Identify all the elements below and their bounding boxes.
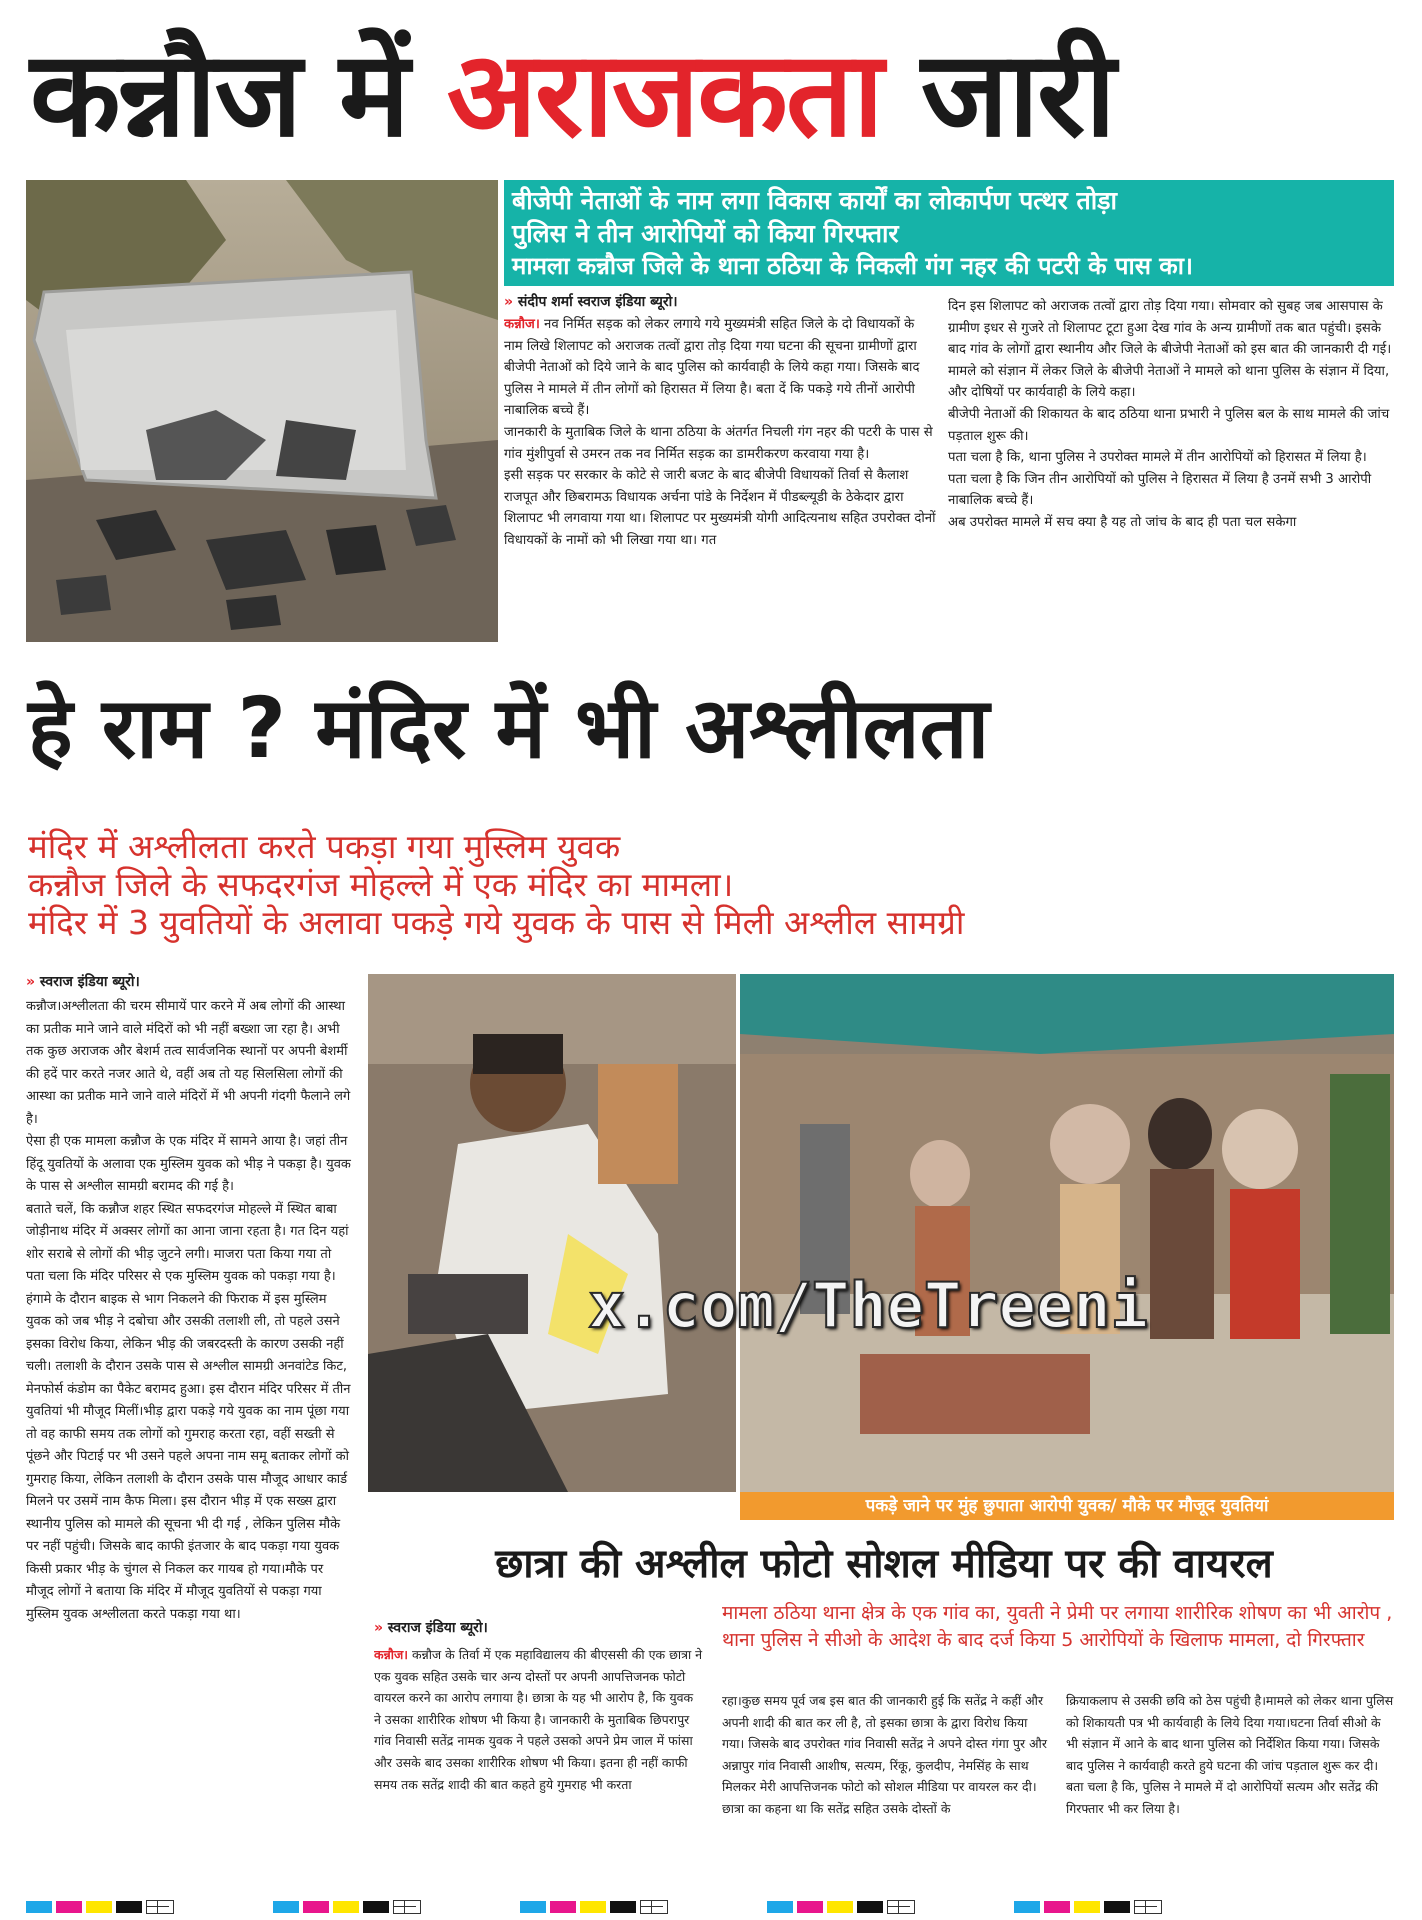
story-1-byline-text: संदीप शर्मा स्वराज इंडिया ब्यूरो। [517, 294, 678, 310]
story-1-col1-text-1: नव निर्मित सड़क को लेकर लगाये गये मुख्यमंत्री सहित जिले के दो विधायकों के नाम लिखे शिलापट को अराजक तत्वों द्वारा तोड़ दिया गया घटना की सूचना ग्रामीणों द्वारा बीजेपी नेताओं को दिये जाने के बाद पुलिस को कार्यवाही के लिये कहा गया। जिसके बाद पुलिस ने मामले में तीन लोगों को हिरासत में लिया है। बता दें कि पकड़े गये तीनों आरोपी नाबालिक बच्चे हैं। [504, 317, 920, 419]
magenta-swatch [56, 1901, 82, 1913]
story-3-col1-para [374, 1644, 704, 1795]
story-1-col2-para-4: पता चला है कि, थाना पुलिस ने उपरोक्त मामले में तीन आरोपियों को हिरासत में लिया है। [948, 450, 1367, 466]
magenta-swatch [550, 1901, 576, 1913]
story-3-byline [374, 1618, 704, 1637]
story-2-body-para-2: ऐसा ही एक मामला कन्नौज के एक मंदिर में सामने आया है। जहां तीन हिंदू युवतियों के अलावा एक मुस्लिम युवक को भीड़ ने पकड़ा है। युवक के पास से अश्लील सामग्री बरामद की गई है। [26, 1134, 351, 1194]
black-swatch [610, 1901, 636, 1913]
story-3-column-3 [1066, 1690, 1394, 1880]
story-1-col2-para-6: अब उपरोक्त मामले में सच क्या है यह तो जांच के बाद ही पता चल सकेगा [948, 514, 1297, 530]
story-2-body [26, 996, 352, 1888]
photo-women-at-temple [740, 974, 1394, 1492]
story-3-byline-text: स्वराज इंडिया ब्यूरो। [387, 1620, 488, 1636]
story-1-byline [504, 292, 934, 311]
registration-cross-icon [146, 1900, 174, 1914]
story-1-column-2 [948, 296, 1394, 644]
story-2-body-para-1: कन्नौज।अश्लीलता की चरम सीमायें पार करने में अब लोगों की आस्था का प्रतीक माने जाने वाले मंदिरों को भी नहीं बख्शा जा रहा है। अभी तक कुछ अराजक और बेशर्म तत्व सार्वजनिक स्थानों पर अपनी बेशर्मी की हदें पार करते नजर आते थे, वहीं अब तो यह सिलसिला लोगों की आस्था का प्रतीक माने जाने वाले मंदिरों में भी अपनी गंदगी फैलाने लगे है। [26, 999, 351, 1127]
black-swatch [363, 1901, 389, 1913]
cyan-swatch [1014, 1901, 1040, 1913]
story-2-byline [26, 972, 366, 991]
story-1-col1-para-1 [504, 314, 936, 422]
headline-part-1: कन्नौज में [30, 25, 408, 163]
yellow-swatch [86, 1901, 112, 1913]
story-1-subhead-box [504, 180, 1394, 286]
story-1-col2-para-3: बीजेपी नेताओं की शिकायत के बाद ठठिया थाना प्रभारी ने पुलिस बल के साथ मामले की जांच पड़ताल शुरू की। [948, 406, 1390, 444]
black-swatch [857, 1901, 883, 1913]
story-2-subhead-1: मंदिर में अश्लीलता करते पकड़ा गया मुस्लिम युवक [28, 827, 621, 866]
story-1-col1-para-2: जानकारी के मुताबिक जिले के थाना ठठिया के अंतर्गत निचली गंग नहर की पटरी के पास से गांव मुंशीपुर्वा से उमरन तक नव निर्मित सड़क का डामरीकरण करवाया गया है। [504, 424, 933, 462]
story-3-col3-para: क्रियाकलाप से उसकी छवि को ठेस पहुंची है।मामले को लेकर थाना पुलिस को शिकायती पत्र भी कार्यवाही के लिये दिया गया।घटना तिर्वा सीओ के भी संज्ञान में आने के बाद थाना पुलिस को निर्देशित किया गया। जिसके बाद पुलिस ने कार्यवाही करते हुये घटना की जांच पड़ताल शुरू कर दी।बता चला है कि, पुलिस ने मामले में दो आरोपियों सत्यम और सतेंद्र की गिरफ्तार भी कर लिया है। [1066, 1693, 1394, 1816]
story-3-subhead: मामला ठठिया थाना क्षेत्र के एक गांव का, युवती ने प्रेमी पर लगाया शारीरिक शोषण का भी आरोप , थाना पुलिस ने सीओ के आदेश के बाद दर्ज किया 5 आरोपियों के खिलाफ मामला, दो गिरफ्तार [722, 1602, 1393, 1651]
chevron-icon: » [374, 1620, 384, 1636]
black-swatch [1104, 1901, 1130, 1913]
story-2-subheads [28, 828, 1398, 942]
story-1-subhead-2: पुलिस ने तीन आरोपियों को किया गिरफ्तार [512, 219, 899, 248]
story-2-body-para-3: बताते चलें, कि कन्नौज शहर स्थित सफदरगंज मोहल्ले में स्थित बाबा जोड़ीनाथ मंदिर में अक्सर लोगों का आना जाना रहता है। गत दिन यहां शोर सराबे से लोगों की भीड़ जुटने लगी। माजरा पता किया गया तो पता चला कि मंदिर परिसर से एक मुस्लिम युवक को पकड़ा गया है। हंगामे के दौरान बाइक से भाग निकलने की फिराक में इस मुस्लिम युवक को जब भीड़ ने दबोचा और उसकी तलाशी ली, तो पहले उसने इसका विरोध किया, लेकिन भीड़ की जबरदस्ती के कारण उसकी नहीं चली। तलाशी के दौरान उसके पास से अश्लील सामग्री अनवांटेड किट, मेनफोर्स कंडोम का पैकेट बरामद हुआ। इस दौरान मंदिर परिसर में तीन युवतियां भी मौजूद मिलीं।भीड़ द्वारा पकड़े गये युवक का नाम पूंछा गया तो वह काफी समय तक लोगों को गुमराह करता रहा, वहीं सख्ती से पूंछने और पिटाई पर भी उसने पहले अपना नाम समू बताकर लोगों को गुमराह किया, लेकिन तलाशी के दौरान उसके पास मौजूद आधार कार्ड मिलने पर उसमें नाम कैफ मिला। इस दौरान भीड़ में एक सख्स द्वारा स्थानीय पुलिस को मामले की सूचना भी दी गई , लेकिन पुलिस मौके पर नहीं पहुंची। जिसके बाद काफी इंतजार के बाद पकड़ा गया युवक किसी प्रकार भीड़ के चुंगल से निकल कर गायब हो गया।मौके पर मौजूद लोगों ने बताया कि मंदिर में मौजूद युवतियों से पकड़ा गया मुस्लिम युवक अश्लीलता करते पकड़ा गया था। [26, 1201, 351, 1622]
yellow-swatch [827, 1901, 853, 1913]
cyan-swatch [273, 1901, 299, 1913]
story-2-subhead-2: कन्नौज जिले के सफदरगंज मोहल्ले में एक मंदिर का मामला। [28, 865, 734, 904]
story-3-col2-para: रहा।कुछ समय पूर्व जब इस बात की जानकारी हुई कि सतेंद्र ने कहीं और अपनी शादी की बात कर ली है, तो इसका छात्रा के द्वारा विरोध किया गया। जिसके बाद उपरोक्त गांव निवासी सतेंद्र ने अपने दोस्त गंगा पुर और अन्नापुर गांव निवासी आशीष, सत्यम, रिंकू, कुलदीप, नेमसिंह के साथ मिलकर मेरी आपत्तिजनक फोटो को सोशल मीडिया पर वायरल कर दी।छात्रा का कहना था कि सतेंद्र सहित उसके दोस्तों के [722, 1693, 1047, 1816]
story-1-column-1 [504, 314, 936, 644]
story-2-subhead-3: मंदिर में 3 युवतियों के अलावा पकड़े गये युवक के पास से मिली अश्लील सामग्री [28, 903, 965, 942]
story-1-dateline: कन्नौज। [504, 317, 540, 332]
watermark: x.com/TheTreeni [588, 1269, 1148, 1342]
cyan-swatch [26, 1901, 52, 1913]
story-1-col2-para-2: मामले को संज्ञान में लेकर जिले के बीजेपी नेताओं ने मामले को थाना पुलिस के संज्ञान में दिया, और दोषियों पर कार्यवाही के लिये कहा। [948, 363, 1390, 401]
headline-story-3: छात्रा की अश्लील फोटो सोशल मीडिया पर की वायरल [495, 1541, 1273, 1587]
black-swatch [116, 1901, 142, 1913]
registration-cross-icon [640, 1900, 668, 1914]
story-1-col2-para-1: दिन इस शिलापट को अराजक तत्वों द्वारा तोड़ दिया गया। सोमवार को सुबह जब आसपास के ग्रामीण इधर से गुजरे तो शिलापट टूटा हुआ देख गांव के अन्य ग्रामीणों तक बात पहुंची। इसके बाद गांव के लोगों द्वारा स्थानीय और जिले के बीजेपी नेताओं को इस बात की जानकारी दी गई। [948, 299, 1392, 358]
registration-cross-icon [393, 1900, 421, 1914]
magenta-swatch [303, 1901, 329, 1913]
photo-accused-youth [368, 974, 736, 1492]
headline-red-word: अराजकता [446, 25, 882, 163]
photo-accused-youth-image [368, 974, 736, 1492]
story-3-col1-text: कन्नौज के तिर्वा में एक महाविद्यालय की बीएससी की एक छात्रा ने एक युवक सहित उसके चार अन्य दोस्तों पर अपनी आपत्तिजनक फोटो वायरल करने का आरोप लगाया है। छात्रा के यह भी आरोप है, कि युवक ने उसका शारीरिक शोषण भी किया है। जानकारी के मुताबिक छिपरापुर गांव निवासी सतेंद्र नामक युवक ने पहले उसको अपने प्रेम जाल में फांसा और उसके बाद उसका शारीरिक शोषण भी किया। इतना ही नहीं काफी समय तक सतेंद्र शादी की बात कहते हुये गुमराह भी करता [374, 1647, 703, 1792]
yellow-swatch [333, 1901, 359, 1913]
story-1-col1-para-3: इसी सड़क पर सरकार के कोटे से जारी बजट के बाद बीजेपी विधायकों तिर्वा से कैलाश राजपूत और छिबरामऊ विधायक अर्चना पांडे के निर्देशन में पीडब्ल्यूडी के ठेकेदार द्वारा शिलापट भी लगवाया गया था। शिलापट पर मुख्यमंत्री योगी आदित्यनाथ सहित उपरोक्त दोनों विधायकों के नामों को भी लिखा गया था। गत [504, 468, 936, 548]
yellow-swatch [580, 1901, 606, 1913]
cyan-swatch [767, 1901, 793, 1913]
print-registration-bar [26, 1896, 1396, 1912]
story-3-column-2 [722, 1690, 1052, 1880]
registration-cross-icon [887, 1900, 915, 1914]
story-1-subhead-3: मामला कन्नौज जिले के थाना ठठिया के निकली गंग नहर की पटरी के पास का। [512, 252, 1194, 280]
photo-women-at-temple-image [740, 974, 1394, 1492]
chevron-icon: » [26, 974, 36, 990]
story-1-col2-para-5: पता चला है कि जिन तीन आरोपियों को पुलिस ने हिरासत में लिया है उनमें सभी 3 आरोपी नाबालिक बच्चे हैं। [948, 471, 1372, 509]
photo-caption: पकड़े जाने पर मुंह छुपाता आरोपी युवक/ मौके पर मौजूद युवतियां [740, 1492, 1394, 1520]
magenta-swatch [797, 1901, 823, 1913]
headline-part-2: जारी [920, 25, 1114, 163]
story-3-column-1 [374, 1644, 704, 1880]
magenta-swatch [1044, 1901, 1070, 1913]
photo-broken-plaque-image [26, 180, 498, 642]
headline-story-2: हे राम ? मंदिर में भी अश्लीलता [28, 679, 990, 777]
photo-broken-plaque [26, 180, 498, 642]
yellow-swatch [1074, 1901, 1100, 1913]
story-3-dateline: कन्नौज। [374, 1647, 408, 1662]
story-2-byline-text: स्वराज इंडिया ब्यूरो। [39, 974, 140, 990]
registration-cross-icon [1134, 1900, 1162, 1914]
headline-story-1 [30, 14, 1400, 174]
cyan-swatch [520, 1901, 546, 1913]
story-1-subhead-1: बीजेपी नेताओं के नाम लगा विकास कार्यों का लोकार्पण पत्थर तोड़ा [512, 186, 1118, 215]
chevron-icon: » [504, 294, 514, 310]
